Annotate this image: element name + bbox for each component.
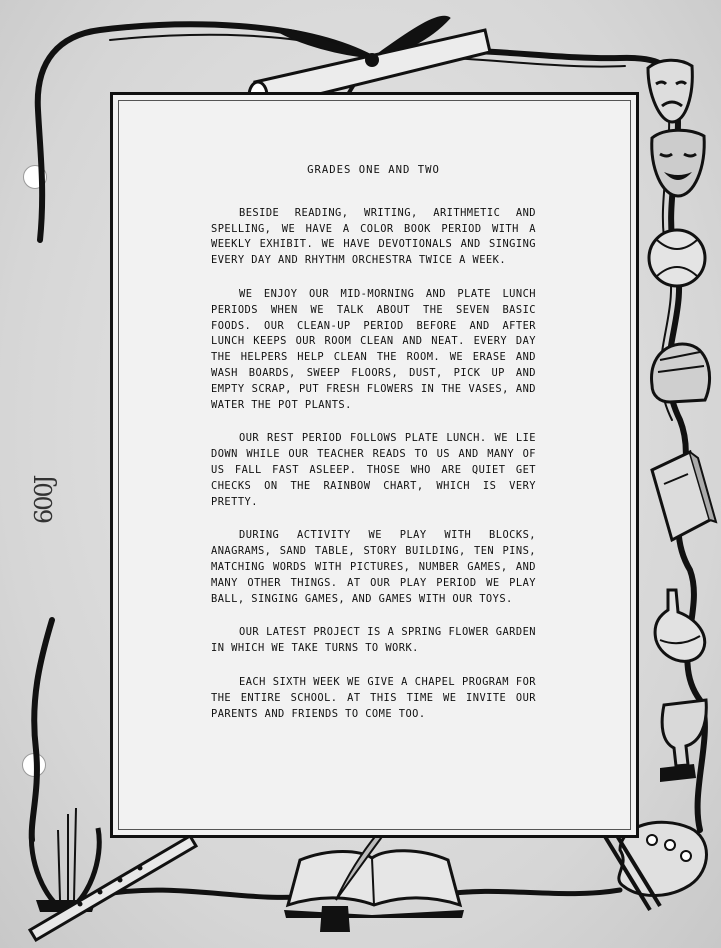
document-frame [110, 92, 639, 838]
handwritten-margin-note: 600J [30, 476, 58, 524]
paragraph: WE ENJOY OUR MID-MORNING AND PLATE LUNCH PERIODS WHEN WE TALK ABOUT THE SEVEN BASIC FOODS. OUR CLEAN-UP PERIOD BEFORE AND AFTER LUNCH KEEPS OUR ROOM CLEAN AND NEAT. EVERY DAY THE HELPERS HELP CLEAN THE ROOM. WE ERASE AND WASH BOARDS, SWEEP FLOORS, DUST, PICK UP AND EMPTY SCRAP, PUT FRESH FLOWERS IN THE VASES, AND WATER THE POT PLANTS. [211, 287, 536, 411]
page-title: GRADES ONE AND TWO [307, 164, 440, 176]
paragraph: EACH SIXTH WEEK WE GIVE A CHAPEL PROGRAM FOR THE ENTIRE SCHOOL. AT THIS TIME WE INVITE OUR PARENTS AND FRIENDS TO COME TOO. [211, 675, 536, 720]
flask-icon [655, 590, 705, 661]
book-icon [652, 452, 716, 540]
paragraph: BESIDE READING, WRITING, ARITHMETIC AND SPELLING, WE HAVE A COLOR BOOK PERIOD WITH A WEEKLY EXHIBIT. WE HAVE DEVOTIONALS AND SINGING EVERY DAY AND RHYTHM ORCHESTRA TWICE A WEEK. [211, 206, 536, 267]
paragraph: OUR REST PERIOD FOLLOWS PLATE LUNCH. WE LIE DOWN WHILE OUR TEACHER READS TO US AND MANY OF US FALL FAST ASLEEP. THOSE WHO ARE QUIET GET CHECKS ON THE RAINBOW CHART, WHICH IS VERY PRETTY. [211, 432, 536, 508]
open-book-icon [284, 851, 464, 918]
baseball-icon [649, 230, 705, 286]
football-helmet-icon [652, 344, 710, 402]
paragraph: OUR LATEST PROJECT IS A SPRING FLOWER GARDEN IN WHICH WE TAKE TURNS TO WORK. [211, 626, 536, 655]
paragraph: DURING ACTIVITY WE PLAY WITH BLOCKS, ANAGRAMS, SAND TABLE, STORY BUILDING, TEN PINS, MATCHING WORDS WITH PICTURES, NUMBER GAMES, AND MANY OTHER THINGS. AT OUR PLAY PERIOD WE PLAY BALL, SINGING GAMES, AND GAMES WITH OUR TOYS. [211, 529, 536, 605]
document-body [211, 163, 536, 740]
